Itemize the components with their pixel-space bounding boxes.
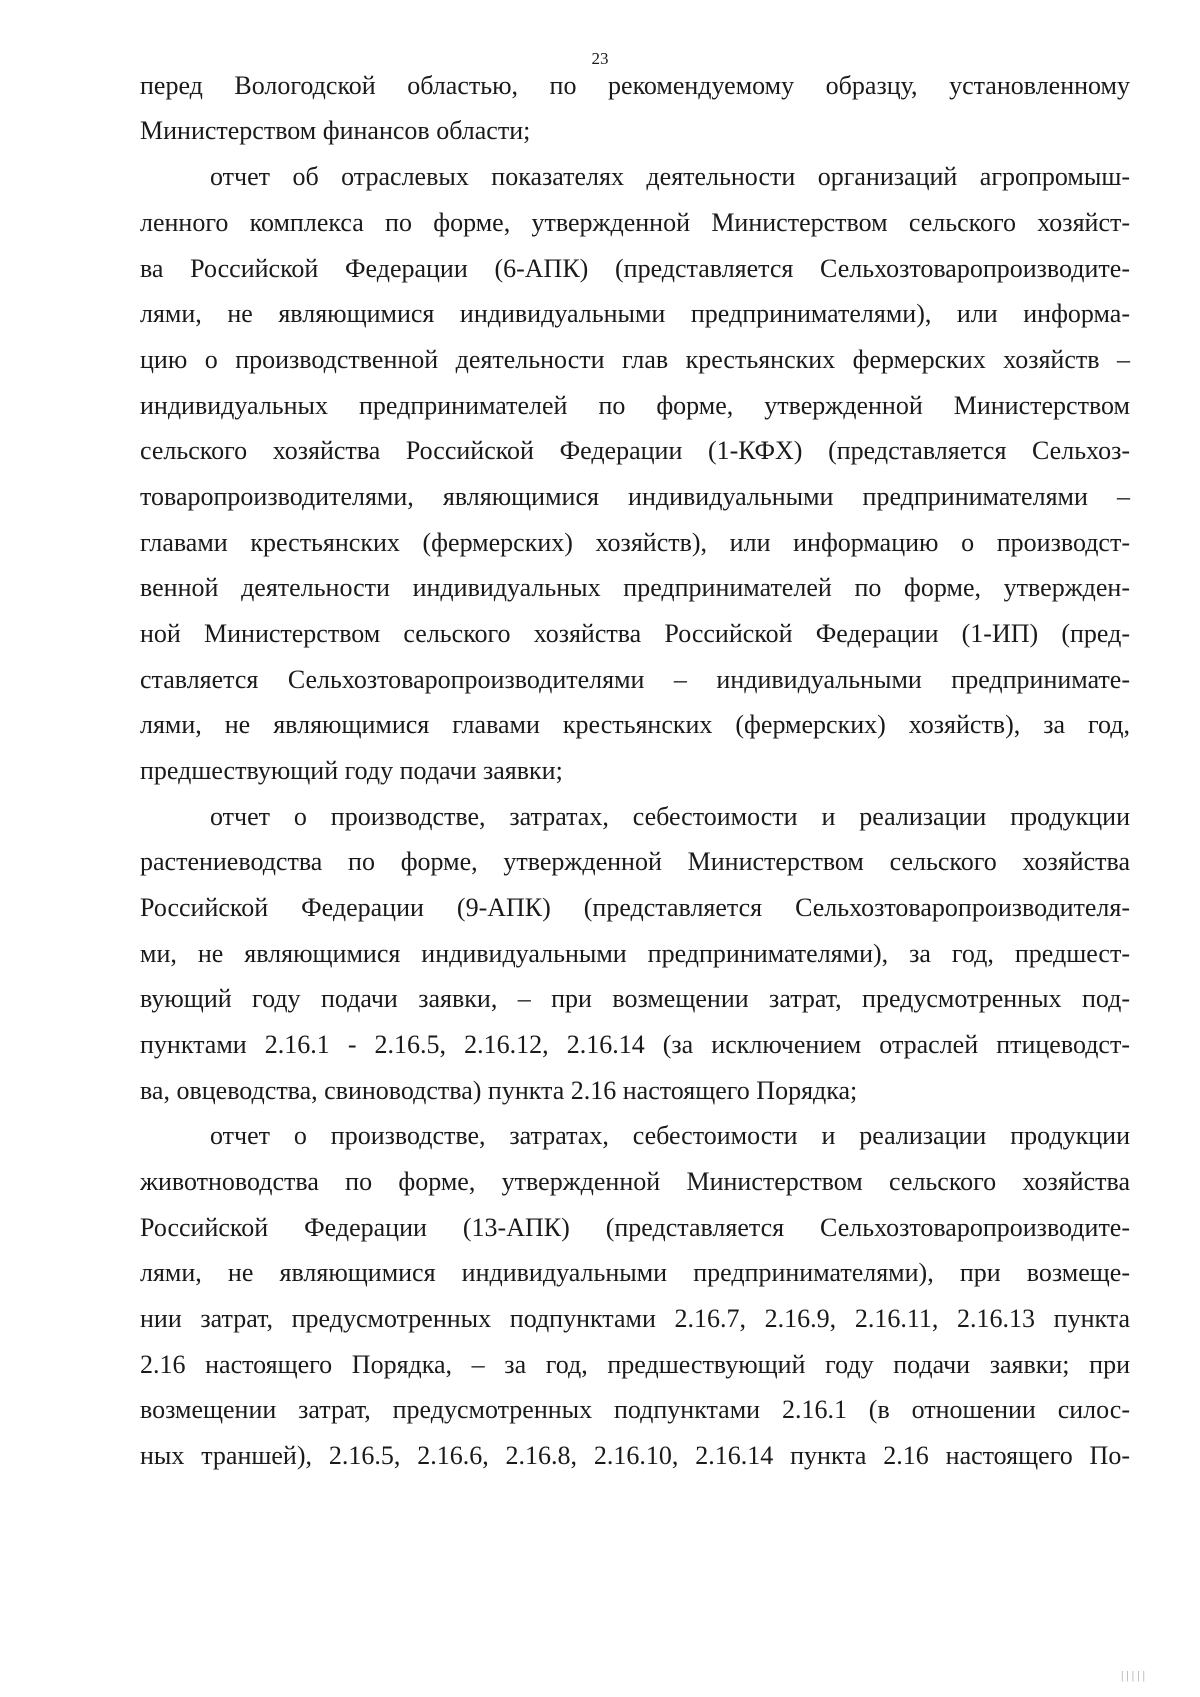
- text-line: лями, не являющимися индивидуальными предпринимателями), при возмеще-: [140, 1258, 1130, 1287]
- text-line: отчет о производстве, затратах, себестоимости и реализации продукции: [210, 802, 1130, 831]
- text-line: Российской Федерации (9-АПК) (представляется Сельхозтоваропроизводителя-: [140, 893, 1130, 922]
- text-line: Российской Федерации (13-АПК) (представляется Сельхозтоваропроизводите-: [140, 1213, 1130, 1242]
- text-line: нии затрат, предусмотренных подпунктами 2.16.7, 2.16.9, 2.16.11, 2.16.13 пункта: [140, 1304, 1130, 1333]
- text-line: ной Министерством сельского хозяйства Российской Федерации (1-ИП) (пред-: [140, 619, 1130, 648]
- text-line: перед Вологодской областью, по рекомендуемому образцу, установленному: [140, 71, 1130, 100]
- text-line: возмещении затрат, предусмотренных подпунктами 2.16.1 (в отношении силос-: [140, 1395, 1130, 1424]
- text-line: ленного комплекса по форме, утвержденной Министерством сельского хозяйст-: [140, 208, 1130, 237]
- text-line: Министерством финансов области;: [140, 116, 531, 145]
- text-line: ми, не являющимися индивидуальными предпринимателями), за год, предшест-: [140, 939, 1130, 968]
- text-line: растениеводства по форме, утвержденной Министерством сельского хозяйства: [140, 847, 1130, 876]
- text-line: ных траншей), 2.16.5, 2.16.6, 2.16.8, 2.16.10, 2.16.14 пункта 2.16 настоящего По-: [140, 1441, 1130, 1470]
- text-line: лями, не являющимися главами крестьянских (фермерских) хозяйств), за год,: [140, 710, 1130, 739]
- text-line: пунктами 2.16.1 - 2.16.5, 2.16.12, 2.16.14 (за исключением отраслей птицеводст-: [140, 1030, 1130, 1059]
- text-line: сельского хозяйства Российской Федерации (1-КФХ) (представляется Сельхоз-: [140, 436, 1130, 465]
- text-line: ставляется Сельхозтоваропроизводителями – индивидуальными предпринимате-: [140, 665, 1130, 694]
- scan-artifact: |||||: [1120, 1668, 1148, 1682]
- text-line: цию о производственной деятельности глав крестьянских фермерских хозяйств –: [140, 345, 1130, 374]
- text-line: отчет об отраслевых показателях деятельности организаций агропромыш-: [210, 162, 1130, 191]
- text-line: 2.16 настоящего Порядка, – за год, предшествующий году подачи заявки; при: [140, 1350, 1130, 1379]
- text-line: товаропроизводителями, являющимися индивидуальными предпринимателями –: [140, 482, 1130, 511]
- text-line: лями, не являющимися индивидуальными предпринимателями), или информа-: [140, 299, 1130, 328]
- text-line: отчет о производстве, затратах, себестоимости и реализации продукции: [210, 1121, 1130, 1150]
- text-line: ва, овцеводства, свиноводства) пункта 2.16 настоящего Порядка;: [140, 1076, 858, 1105]
- text-line: индивидуальных предпринимателей по форме, утвержденной Министерством: [140, 391, 1130, 420]
- text-line: главами крестьянских (фермерских) хозяйств), или информацию о производст-: [140, 528, 1130, 557]
- text-line: ва Российской Федерации (6-АПК) (представляется Сельхозтоваропроизводите-: [140, 254, 1130, 283]
- page-number: 23: [591, 49, 609, 68]
- text-line: вующий году подачи заявки, – при возмещении затрат, предусмотренных под-: [140, 984, 1130, 1013]
- text-line: предшествующий году подачи заявки;: [140, 756, 563, 785]
- text-line: животноводства по форме, утвержденной Министерством сельского хозяйства: [140, 1167, 1130, 1196]
- text-line: венной деятельности индивидуальных предпринимателей по форме, утвержден-: [140, 573, 1130, 602]
